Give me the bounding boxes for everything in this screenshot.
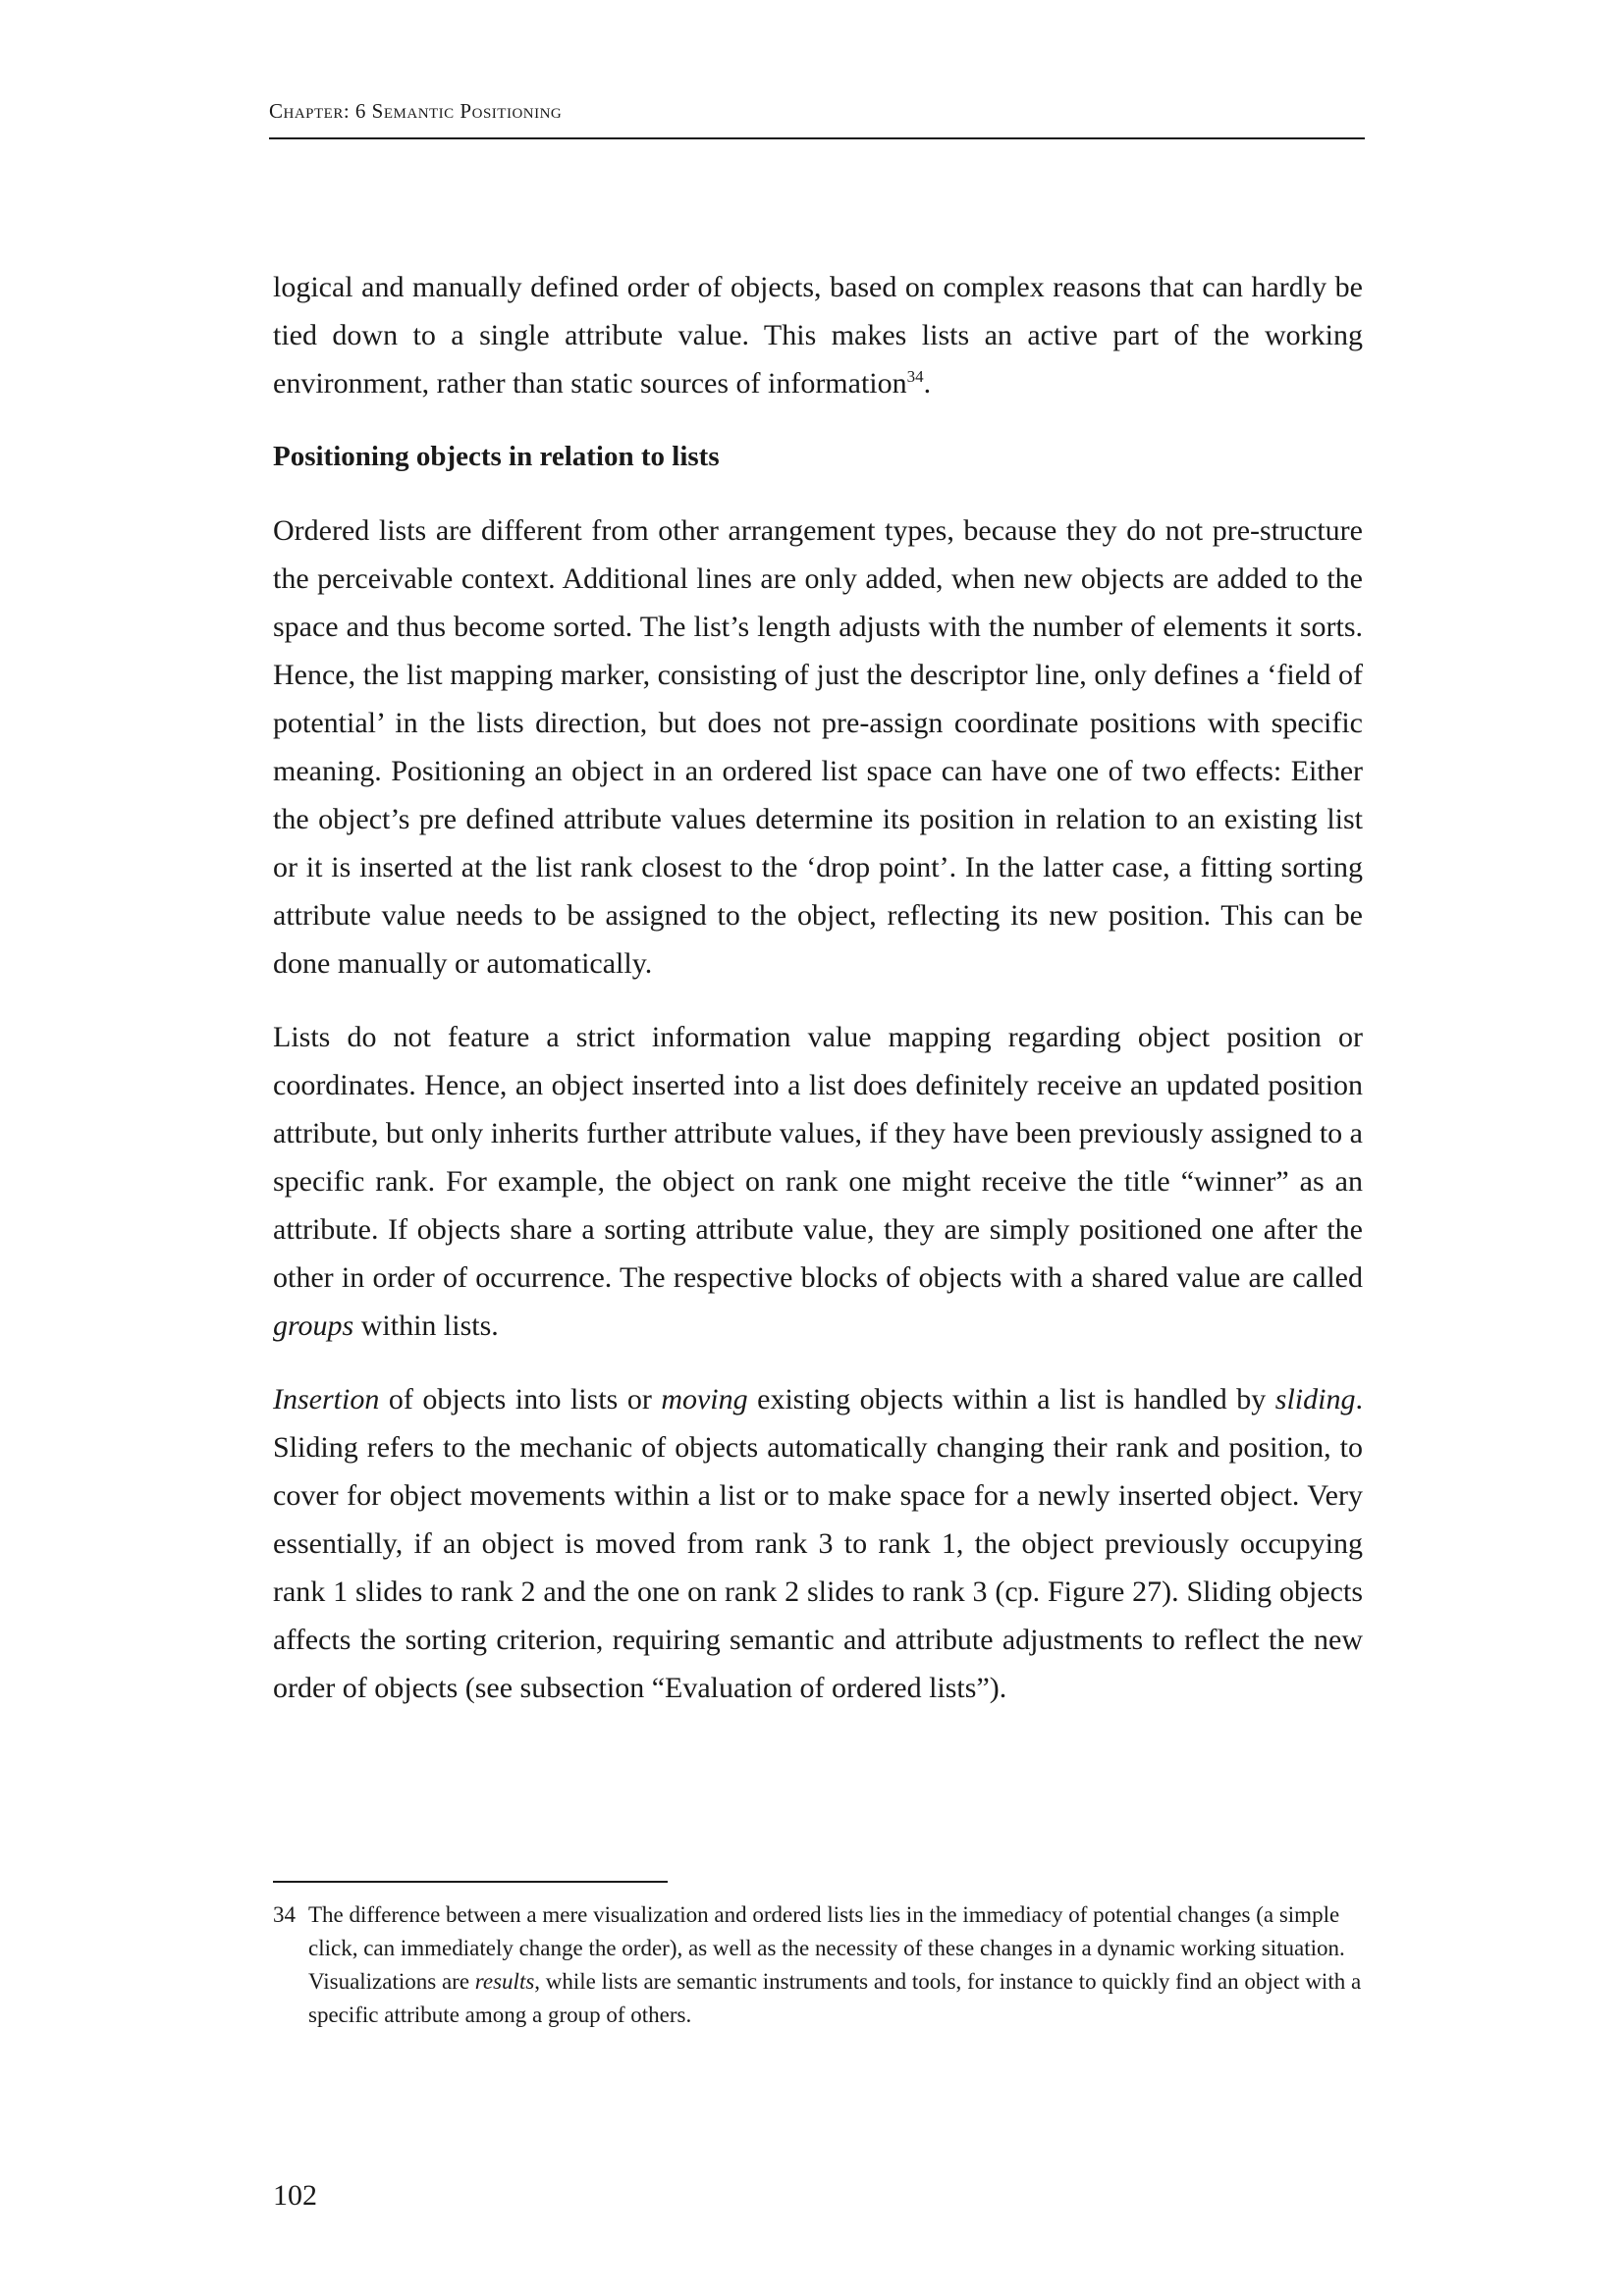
paragraph-4-text-a: of objects into lists or xyxy=(379,1383,662,1415)
footnote-34 xyxy=(273,1898,1363,2032)
running-header xyxy=(269,96,1365,139)
footnote-emphasis: results xyxy=(474,1969,535,1994)
footnote-text-a: The difference between a mere visualization and ordered lists lies in the immediacy of potential changes (a simple click, can immediately change the order), as well as the necessity of these changes in a dynamic working situation. Visualizations are xyxy=(308,1902,1345,1994)
paragraph-3 xyxy=(273,1013,1363,1350)
paragraph-3-text-a: Lists do not feature a strict information value mapping regarding object position or coordinates. Hence, an object inserted into a list does definitely receive an updated position attribute, but only inherits further attribute values, if they have been previously assigned to a specific rank. For example, the object on rank one might receive the title “winner” as an attribute. If objects share a sorting attribute value, they are simply positioned one after the other in order of occurrence. The respective blocks of objects with a shared value are called xyxy=(273,1021,1363,1294)
paragraph-3-emphasis: groups xyxy=(273,1309,354,1342)
footnote-divider xyxy=(273,1881,668,1883)
page-number: 102 xyxy=(273,2179,317,2212)
paragraph-4-emphasis-2: moving xyxy=(661,1383,748,1415)
paragraph-4-text-c: . Sliding refers to the mechanic of objects automatically changing their rank and position, to cover for object movements within a list or to make space for a newly inserted object. Very essentially, if an object is moved from rank 3 to rank 1, the object previously occupying rank 1 slides to rank 2 and the one on rank 2 slides to rank 3 (cp. Figure 27). Sliding objects affects the sorting criterion, requiring semantic and attribute adjustments to reflect the new order of objects (see subsection “Evaluation of ordered lists”). xyxy=(273,1383,1363,1704)
paragraph-4-text-b: existing objects within a list is handled by xyxy=(747,1383,1275,1415)
paragraph-3-text-b: within lists. xyxy=(353,1309,499,1342)
footnote-text xyxy=(308,1898,1363,2032)
paragraph-2: Ordered lists are different from other arrangement types, because they do not pre-structure the perceivable context. Additional lines are only added, when new objects are added to the space and thus become sorted. The list’s length adjusts with the number of elements it sorts. Hence, the list mapping marker, consisting of just the descriptor line, only defines a ‘field of potential’ in the lists direction, but does not pre-assign coordinate positions with specific meaning. Positioning an object in an ordered list space can have one of two effects: Either the object’s pre defined attribute values determine its position in relation to an existing list or it is inserted at the list rank closest to the ‘drop point’. In the latter case, a fitting sorting attribute value needs to be assigned to the object, reflecting its new position. This can be done manually or automatically. xyxy=(273,514,1363,980)
section-heading: Positioning objects in relation to lists xyxy=(273,441,720,472)
footnote-ref-34[interactable]: 34 xyxy=(906,367,924,386)
paragraph-4-emphasis-1: Insertion xyxy=(273,1383,380,1415)
footnote-text-b: , while lists are semantic instruments and tools, for instance to quickly find an object with a specific attribute among a group of others. xyxy=(308,1969,1362,2027)
paragraph-4-emphasis-3: sliding xyxy=(1274,1383,1356,1415)
paragraph-1-end: . xyxy=(923,367,932,400)
main-text xyxy=(273,263,1363,1737)
footnote-number: 34 xyxy=(273,1902,296,1927)
paragraph-1 xyxy=(273,263,1363,407)
running-title: Chapter: 6 Semantic Positioning xyxy=(269,99,563,123)
paragraph-4 xyxy=(273,1375,1363,1712)
paragraph-1-text: logical and manually defined order of objects, based on complex reasons that can hardly be tied down to a single attribute value. This makes lists an active part of the working environment, rather than static sources of information xyxy=(273,271,1363,400)
